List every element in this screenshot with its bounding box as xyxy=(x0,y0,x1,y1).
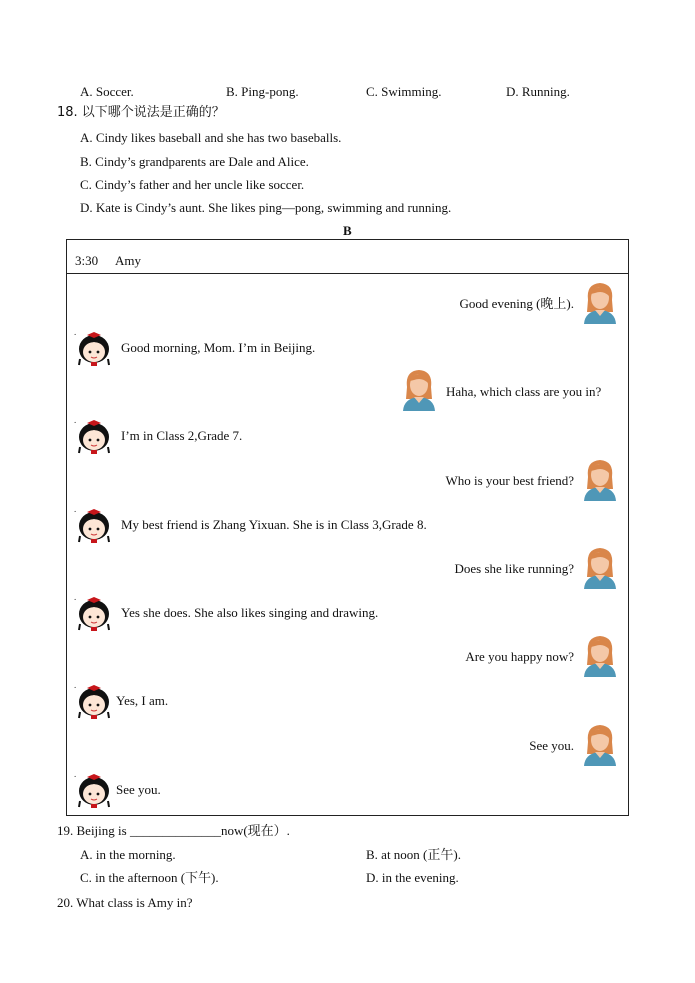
q18-option-c: C. Cindy’s father and her uncle like soccer. xyxy=(80,177,305,192)
message-dot: . xyxy=(74,769,77,779)
chat-header-divider xyxy=(67,273,628,274)
mother-avatar-icon xyxy=(401,367,437,411)
chat-message-amy: Yes, I am. xyxy=(116,693,169,708)
chat-message-mom: Good evening (晚上). xyxy=(459,296,574,311)
q19-option-c: C. in the afternoon (下午). xyxy=(80,870,219,885)
mother-avatar-icon xyxy=(582,457,618,501)
chat-message-mom: Does she like running? xyxy=(454,561,574,576)
girl-avatar-icon xyxy=(76,771,112,811)
mother-avatar-icon xyxy=(582,722,618,766)
q18-option-a: A. Cindy likes baseball and she has two baseballs. xyxy=(80,130,342,145)
message-dot: . xyxy=(74,680,77,690)
girl-avatar-icon xyxy=(76,594,112,634)
q18-option-d: D. Kate is Cindy’s aunt. She likes ping—pong, swimming and running. xyxy=(80,200,452,215)
message-dot: . xyxy=(74,504,77,514)
q17-option-c: C. Swimming. xyxy=(366,84,442,99)
chat-message-mom: Haha, which class are you in? xyxy=(446,384,602,399)
chat-message-mom: Who is your best friend? xyxy=(445,473,574,488)
section-label: B xyxy=(343,223,352,238)
chat-time: 3:30 xyxy=(75,253,99,268)
q19-option-d: D. in the evening. xyxy=(366,870,459,885)
q17-option-a: A. Soccer. xyxy=(80,84,134,99)
message-dot: . xyxy=(74,415,77,425)
chat-message-mom: See you. xyxy=(529,738,574,753)
girl-avatar-icon xyxy=(76,506,112,546)
mother-avatar-icon xyxy=(582,280,618,324)
q18-option-b: B. Cindy’s grandparents are Dale and Alice. xyxy=(80,154,309,169)
q20-stem: 20. What class is Amy in? xyxy=(57,895,193,910)
chat-message-amy: See you. xyxy=(116,782,161,797)
q19-option-a: A. in the morning. xyxy=(80,847,176,862)
chat-message-amy: Good morning, Mom. I’m in Beijing. xyxy=(121,340,316,355)
chat-message-amy: Yes she does. She also likes singing and drawing. xyxy=(121,605,379,620)
chat-name: Amy xyxy=(115,253,141,268)
message-dot: . xyxy=(74,592,77,602)
girl-avatar-icon xyxy=(76,682,112,722)
q18-stem: 18. 以下哪个说法是正确的？ xyxy=(57,105,225,120)
q19-stem: 19. Beijing is ______________now(现在）. xyxy=(57,823,290,838)
message-dot: . xyxy=(74,327,77,337)
q17-option-d: D. Running. xyxy=(506,84,570,99)
mother-avatar-icon xyxy=(582,545,618,589)
q19-option-b: B. at noon (正午). xyxy=(366,847,461,862)
chat-message-mom: Are you happy now? xyxy=(465,649,574,664)
chat-message-amy: My best friend is Zhang Yixuan. She is in Class 3,Grade 8. xyxy=(121,517,427,532)
q17-option-b: B. Ping-pong. xyxy=(226,84,299,99)
girl-avatar-icon xyxy=(76,329,112,369)
mother-avatar-icon xyxy=(582,633,618,677)
chat-message-amy: I’m in Class 2,Grade 7. xyxy=(121,428,243,443)
girl-avatar-icon xyxy=(76,417,112,457)
